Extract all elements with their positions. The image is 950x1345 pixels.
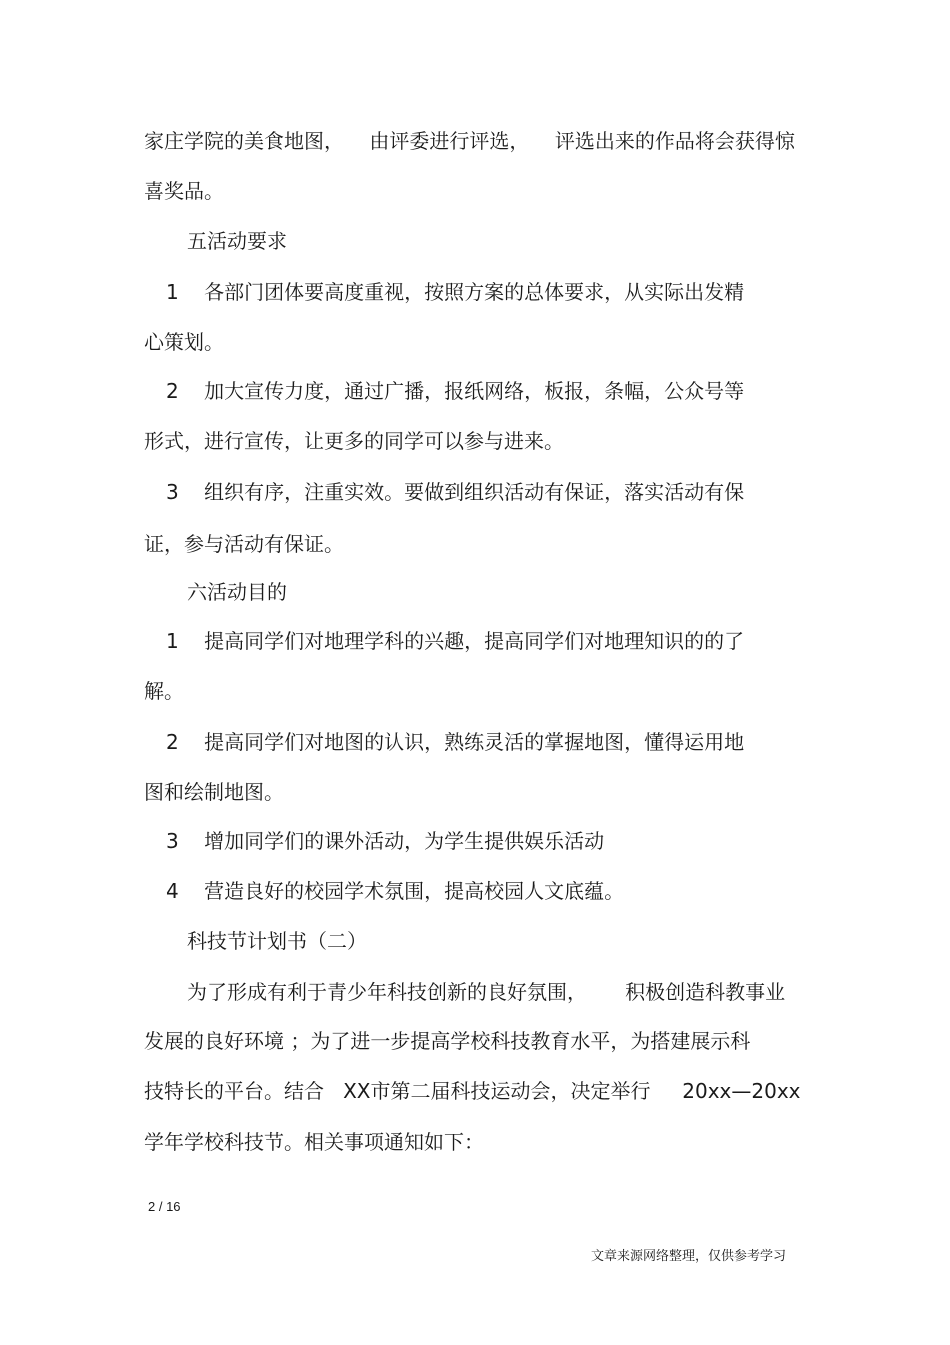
list-item: 4 营造良好的校园学术氛围，提高校园人文底蕴。	[166, 879, 625, 903]
text-line: 家庄学院的美食地图， 由评委进行评选， 评选出来的作品将会获得惊	[144, 129, 795, 153]
text-line: 证，参与活动有保证。	[144, 532, 344, 556]
text-line: 喜奖品。	[144, 179, 224, 203]
text-line: 发展的良好环境 ；为了进一步提高学校科技教育水平，为搭建展示科	[144, 1029, 751, 1053]
text-line: 解。	[144, 679, 184, 703]
list-item: 2 加大宣传力度，通过广播，报纸网络，板报，条幅，公众号等	[166, 379, 745, 403]
list-item: 3 增加同学们的课外活动，为学生提供娱乐活动	[166, 829, 605, 853]
page-number: 2 / 16	[148, 1199, 181, 1214]
list-item: 1 提高同学们对地理学科的兴趣，提高同学们对地理知识的的了	[166, 629, 745, 653]
text-line: 技特长的平台。结合 XX市第二届科技运动会，决定举行 20xx—20xx	[144, 1079, 801, 1103]
section-heading: 五活动要求	[187, 229, 287, 253]
text-line: 形式，进行宣传，让更多的同学可以参与进来。	[144, 429, 564, 453]
text-line: 为了形成有利于青少年科技创新的良好氛围， 积极创造科教事业	[187, 980, 786, 1004]
text-line: 学年学校科技节。相关事项通知如下：	[144, 1130, 484, 1154]
list-item: 3 组织有序，注重实效。要做到组织活动有保证，落实活动有保	[166, 480, 745, 504]
list-item: 1 各部门团体要高度重视，按照方案的总体要求，从实际出发精	[166, 280, 745, 304]
section-heading: 六活动目的	[187, 580, 287, 604]
list-item: 2 提高同学们对地图的认识，熟练灵活的掌握地图，懂得运用地	[166, 730, 745, 754]
text-line: 心策划。	[144, 330, 224, 354]
section-heading: 科技节计划书（二）	[187, 929, 367, 953]
text-line: 图和绘制地图。	[144, 780, 284, 804]
footer-note: 文章来源网络整理，仅供参考学习	[591, 1249, 787, 1264]
